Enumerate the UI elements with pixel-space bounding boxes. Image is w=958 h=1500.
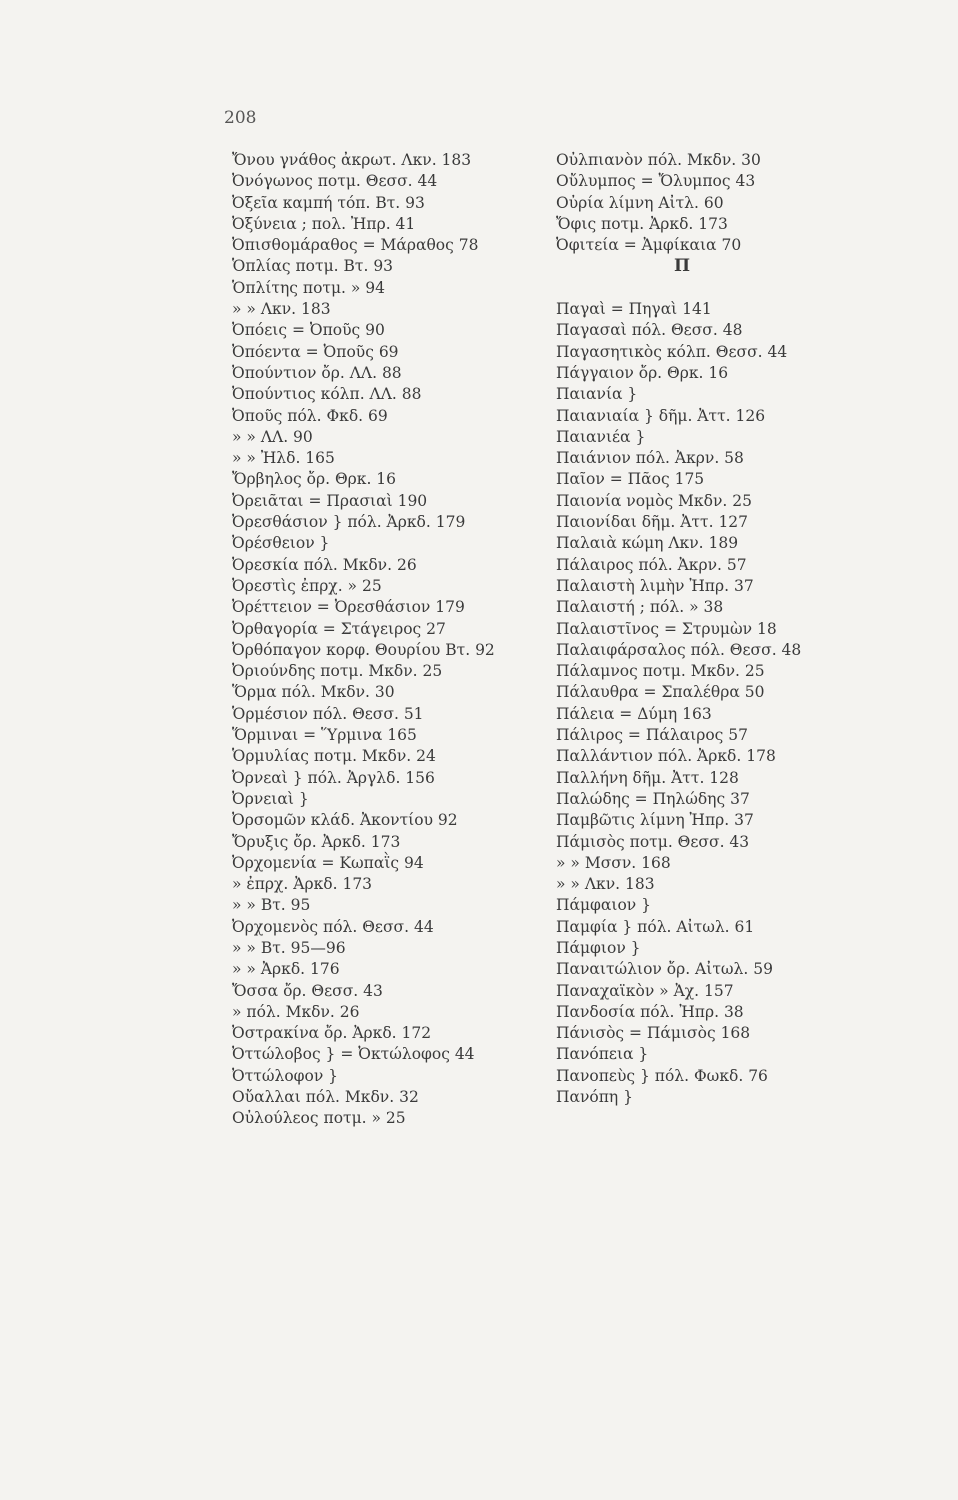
index-entry: Πάμφαιον }: [556, 896, 651, 915]
index-entry: Ὀρθόπαγον κορφ. Θουρίου Βτ. 92: [232, 640, 495, 659]
index-entry: Πανδοσία πόλ. Ἠπρ. 38: [556, 1002, 744, 1021]
index-entry: Ὀρσομῶν κλάδ. Ἀκοντίου 92: [232, 811, 458, 830]
index-entry: Πάλαυθρα = Σπαλέθρα 50: [556, 683, 765, 702]
index-entry: Παναχαϊκὸν » Ἀχ. 157: [556, 981, 734, 1000]
index-entry: » » ΛΛ. 90: [232, 427, 313, 446]
index-entry: Πάλιρος = Πάλαιρος 57: [556, 726, 748, 745]
index-entry: Παγαὶ = Πηγαὶ 141: [556, 300, 712, 319]
index-entry: Παιανιαία } δῆμ. Ἀττ. 126: [556, 406, 766, 425]
index-entry: Παιανιέα }: [556, 427, 646, 446]
index-entry: Πανόπεια }: [556, 1045, 649, 1064]
index-entry: Ὅρμα πόλ. Μκδν. 30: [232, 683, 395, 702]
index-entry: [556, 278, 896, 299]
index-entry: Οὐλούλεος ποτμ. » 25: [232, 1109, 406, 1128]
index-entry: Οὐρία λίμνη Αἰτλ. 60: [556, 193, 724, 212]
index-entry: Ὀττώλοφον }: [232, 1066, 339, 1085]
index-entry: Ὀνόγωνος ποτμ. Θεσσ. 44: [232, 172, 438, 191]
index-entry: Ὁπλίας ποτμ. Βτ. 93: [232, 257, 394, 276]
index-entry: Παγασητικὸς κόλπ. Θεσσ. 44: [556, 342, 788, 361]
page-number: 208: [224, 108, 257, 128]
index-entry: Ὄφις ποτμ. Ἀρκδ. 173: [556, 214, 728, 233]
index-entry: » » Βτ. 95—96: [232, 938, 346, 957]
index-entry: Ὀρεσθάσιον } πόλ. Ἀρκδ. 179: [232, 513, 466, 532]
index-entry: Ὀρέσθειον }: [232, 534, 330, 553]
index-entry: Πάλαμνος ποτμ. Μκδν. 25: [556, 662, 765, 681]
index-entry: Ὀρνειαὶ }: [232, 789, 309, 808]
index-entry: Ὀρχομενία = Κωπαῒς 94: [232, 853, 424, 872]
index-column-right: [556, 150, 896, 1108]
index-entry: Παμβῶτις λίμνη Ἠπρ. 37: [556, 811, 754, 830]
index-entry: Πάγγαιον ὄρ. Θρκ. 16: [556, 363, 729, 382]
index-entry: Παλαιστὴ λιμὴν Ἠπρ. 37: [556, 576, 754, 595]
index-entry: Πάμισὸς ποτμ. Θεσσ. 43: [556, 832, 750, 851]
index-entry: » ἐπρχ. Ἀρκδ. 173: [232, 875, 373, 894]
index-entry: Πάνισὸς = Πάμισὸς 168: [556, 1024, 751, 1043]
index-entry: Πανοπεὺς } πόλ. Φωκδ. 76: [556, 1066, 768, 1085]
index-entry: Παλαιστή ; πόλ. » 38: [556, 598, 724, 617]
index-entry: Παιάνιον πόλ. Ἀκρν. 58: [556, 449, 744, 468]
index-entry: » » Μσσν. 168: [556, 853, 671, 872]
index-entry: Οὐλπιανὸν πόλ. Μκδν. 30: [556, 151, 761, 169]
index-entry: Πανόπη }: [556, 1088, 634, 1107]
index-entry: Παλώδης = Πηλώδης 37: [556, 789, 750, 808]
index-entry: Παγασαὶ πόλ. Θεσσ. 48: [556, 321, 743, 340]
index-entry: Ὄσσα ὄρ. Θεσσ. 43: [232, 981, 383, 1000]
index-entry: Ὀρθαγορία = Στάγειρος 27: [232, 619, 446, 638]
index-entry: Ὀποῦς πόλ. Φκδ. 69: [232, 406, 388, 425]
index-entry: Ὄνου γνάθος ἀκρωτ. Λκν. 183: [232, 151, 472, 169]
index-entry: Παλλήνη δῆμ. Ἀττ. 128: [556, 768, 739, 787]
index-entry: Παιονίδαι δῆμ. Ἀττ. 127: [556, 513, 749, 532]
index-entry: Παλλάντιον πόλ. Ἀρκδ. 178: [556, 747, 776, 766]
index-entry: Ὄρβηλος ὄρ. Θρκ. 16: [232, 470, 397, 489]
index-entry: Πάλαιρος πόλ. Ἀκρν. 57: [556, 555, 747, 574]
index-entry: » » Ἠλδ. 165: [232, 449, 335, 468]
index-entry: Ὁπλίτης ποτμ. » 94: [232, 278, 386, 297]
index-entry: » » Λκν. 183: [556, 875, 655, 894]
index-entry: Ὀρεσκία πόλ. Μκδν. 26: [232, 555, 417, 574]
index-entry: Ὁρμυλίας ποτμ. Μκδν. 24: [232, 747, 436, 766]
index-entry: Ὄρυξις ὄρ. Ἀρκδ. 173: [232, 832, 401, 851]
index-entry: Ὀπόεις = Ὀποῦς 90: [232, 321, 385, 340]
index-entry: Ὀφιτεία = Ἀμφίκαια 70: [556, 236, 742, 255]
index-entry: Ὁρμέσιον πόλ. Θεσσ. 51: [232, 704, 424, 723]
index-entry: Παλαιφάρσαλος πόλ. Θεσσ. 48: [556, 640, 802, 659]
index-entry: Ὀρχομενὸς πόλ. Θεσσ. 44: [232, 917, 434, 936]
index-entry: Ὀστρακίνα ὄρ. Ἀρκδ. 172: [232, 1024, 432, 1043]
index-entry: Ὀξύνεια ; πολ. Ἠπρ. 41: [232, 214, 416, 233]
index-entry: Ὀρεστὶς ἐπρχ. » 25: [232, 576, 382, 595]
index-entry: Παῖον = Πᾶος 175: [556, 470, 705, 489]
index-entry: Παιονία νομὸς Μκδν. 25: [556, 491, 752, 510]
index-entry: » » Βτ. 95: [232, 896, 311, 915]
index-entry: Οὔαλλαι πόλ. Μκδν. 32: [232, 1088, 419, 1107]
index-entry: Οὔλυμπος = Ὄλυμπος 43: [556, 172, 756, 191]
index-entry: Ὀρνεαὶ } πόλ. Ἀργλδ. 156: [232, 768, 435, 787]
index-entry: Ὀπόεντα = Ὀποῦς 69: [232, 342, 399, 361]
index-entry: Ὀπούντιος κόλπ. ΛΛ. 88: [232, 385, 422, 404]
index-entry: Παιανία }: [556, 385, 638, 404]
index-entry: Ὅρμιναι = Ὕρμινα 165: [232, 726, 417, 745]
index-entry: » » Λκν. 183: [232, 300, 331, 319]
index-entry: Παλαιὰ κώμη Λκν. 189: [556, 534, 739, 553]
section-heading: Π: [674, 256, 691, 277]
index-entry: Πάμφιον }: [556, 938, 641, 957]
index-entry: Ὀξεῖα καμπή τόπ. Βτ. 93: [232, 193, 425, 212]
index-column-left: [232, 150, 552, 1130]
index-entry: » πόλ. Μκδν. 26: [232, 1002, 360, 1021]
index-entry: Ὀρέττειον = Ὀρεσθάσιον 179: [232, 598, 465, 617]
index-entry: Πάλεια = Δύμη 163: [556, 704, 712, 723]
index-entry: Ὀττώλοβος } = Ὀκτώλοφος 44: [232, 1045, 475, 1064]
index-entry: Ὀριούνδης ποτμ. Μκδν. 25: [232, 662, 443, 681]
index-entry: Ὀπισθομάραθος = Μάραθος 78: [232, 236, 479, 255]
index-entry: » » Ἀρκδ. 176: [232, 960, 340, 979]
index-entry: Παναιτώλιον ὄρ. Αἰτωλ. 59: [556, 960, 773, 979]
index-entry: Ὀπούντιον ὄρ. ΛΛ. 88: [232, 363, 402, 382]
index-entry: Ὀρειᾶται = Πρασιαὶ 190: [232, 491, 428, 510]
index-entry: Παμφία } πόλ. Αἰτωλ. 61: [556, 917, 755, 936]
index-entry: Παλαιστῖνος = Στρυμὼν 18: [556, 619, 777, 638]
